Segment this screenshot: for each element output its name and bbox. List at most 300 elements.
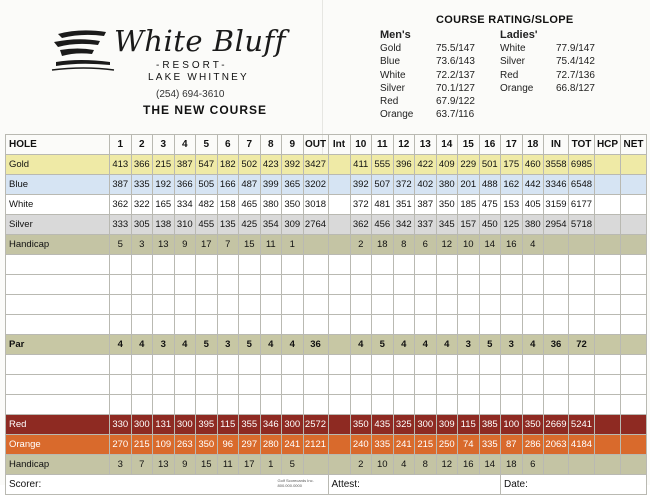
hole-header: HOLE — [6, 135, 110, 155]
yardage-cell: 2 — [350, 455, 372, 475]
rating-slope-value: 63.7/116 — [436, 109, 475, 121]
score-entry-cell[interactable] — [544, 295, 569, 315]
score-entry-cell[interactable] — [595, 275, 621, 295]
tot-total — [569, 455, 595, 475]
score-entry-cell[interactable] — [569, 355, 595, 375]
score-entry-cell[interactable] — [522, 395, 544, 415]
score-entry-cell[interactable] — [569, 255, 595, 275]
score-entry-cell[interactable] — [328, 355, 350, 375]
yardage-cell: 402 — [415, 175, 437, 195]
score-entry-cell[interactable] — [393, 395, 415, 415]
score-entry-cell[interactable] — [393, 275, 415, 295]
score-entry-cell[interactable] — [196, 275, 218, 295]
yardage-cell: 465 — [239, 195, 261, 215]
yardage-cell: 380 — [522, 215, 544, 235]
yardage-cell: 305 — [131, 215, 153, 235]
mens-rating-row — [380, 96, 475, 109]
tee-name: Silver — [500, 56, 526, 68]
score-entry-cell[interactable] — [174, 375, 196, 395]
yardage-cell: 475 — [479, 195, 501, 215]
score-entry-cell[interactable] — [372, 315, 394, 335]
score-entry-cell[interactable] — [415, 315, 437, 335]
score-entry-cell[interactable] — [522, 255, 544, 275]
score-entry-cell[interactable] — [522, 295, 544, 315]
score-entry-cell[interactable] — [110, 275, 132, 295]
score-entry-cell[interactable] — [393, 355, 415, 375]
net-cell — [621, 215, 647, 235]
score-entry-cell[interactable] — [153, 355, 175, 375]
hcp-cell — [595, 235, 621, 255]
score-entry-cell[interactable] — [282, 395, 304, 415]
yardage-cell: 350 — [196, 435, 218, 455]
net-cell — [621, 335, 647, 355]
score-entry-cell[interactable] — [239, 275, 261, 295]
score-entry-cell[interactable] — [522, 375, 544, 395]
score-entry-cell[interactable] — [282, 375, 304, 395]
out-total — [303, 235, 328, 255]
mens-rating-row — [380, 43, 475, 56]
score-entry-cell[interactable] — [350, 355, 372, 375]
score-entry-cell[interactable] — [479, 255, 501, 275]
score-entry-cell[interactable] — [153, 395, 175, 415]
score-entry-cell[interactable] — [621, 315, 647, 335]
tot-header: TOT — [569, 135, 595, 155]
player-name-cell[interactable] — [6, 315, 110, 335]
score-entry-cell[interactable] — [372, 275, 394, 295]
score-entry-cell[interactable] — [621, 395, 647, 415]
in-total: 2063 — [544, 435, 569, 455]
yardage-cell: 215 — [153, 155, 175, 175]
score-entry-cell[interactable] — [436, 315, 458, 335]
yardage-cell: 309 — [282, 215, 304, 235]
yardage-cell: 201 — [458, 175, 480, 195]
attest-field[interactable]: Attest: — [328, 475, 501, 495]
logo-title: White Bluff — [114, 24, 287, 58]
hcp-cell — [595, 175, 621, 195]
yardage-cell: 351 — [393, 195, 415, 215]
score-entry-cell[interactable] — [196, 295, 218, 315]
yardage-cell: 362 — [110, 195, 132, 215]
score-entry-cell[interactable] — [196, 375, 218, 395]
score-entry-cell[interactable] — [217, 315, 239, 335]
score-entry-cell[interactable] — [131, 355, 153, 375]
yardage-cell: 362 — [350, 215, 372, 235]
player-name-cell[interactable] — [6, 295, 110, 315]
player-score-row — [6, 255, 647, 275]
score-entry-cell[interactable] — [479, 355, 501, 375]
score-entry-cell[interactable] — [328, 295, 350, 315]
score-entry-cell[interactable] — [110, 355, 132, 375]
score-entry-cell[interactable] — [415, 275, 437, 295]
score-entry-cell[interactable] — [415, 255, 437, 275]
yardage-cell: 423 — [260, 155, 282, 175]
mens-label: Men's — [380, 29, 411, 41]
score-entry-cell[interactable] — [522, 275, 544, 295]
score-entry-cell[interactable] — [328, 315, 350, 335]
score-entry-cell[interactable] — [544, 275, 569, 295]
rating-slope-value: 77.9/147 — [556, 43, 595, 54]
player-name-cell[interactable] — [6, 395, 110, 415]
rating-slope-value: 72.2/137 — [436, 69, 475, 81]
yardage-cell: 109 — [153, 435, 175, 455]
score-entry-cell[interactable] — [501, 315, 523, 335]
yardage-cell: 165 — [153, 195, 175, 215]
hcp-cell — [595, 415, 621, 435]
yardage-cell: 1 — [260, 455, 282, 475]
score-entry-cell[interactable] — [415, 295, 437, 315]
score-entry-cell[interactable] — [436, 375, 458, 395]
gold-row — [6, 155, 647, 175]
player-name-cell[interactable] — [6, 355, 110, 375]
score-entry-cell[interactable] — [260, 295, 282, 315]
score-entry-cell[interactable] — [282, 295, 304, 315]
mens-rating-row — [380, 109, 475, 122]
yardage-cell: 153 — [501, 195, 523, 215]
net-cell — [621, 175, 647, 195]
score-entry-cell[interactable] — [239, 315, 261, 335]
score-entry-cell[interactable] — [458, 275, 480, 295]
yardage-cell: 507 — [372, 175, 394, 195]
score-entry-cell[interactable] — [458, 255, 480, 275]
score-entry-cell[interactable] — [239, 295, 261, 315]
yardage-cell: 10 — [458, 235, 480, 255]
in-total: 2954 — [544, 215, 569, 235]
row-label: Orange — [6, 435, 110, 455]
score-entry-cell[interactable] — [372, 395, 394, 415]
yardage-cell: 4 — [174, 335, 196, 355]
score-entry-cell[interactable] — [458, 395, 480, 415]
score-entry-cell[interactable] — [501, 295, 523, 315]
yardage-cell: 11 — [217, 455, 239, 475]
score-entry-cell[interactable] — [479, 295, 501, 315]
yardage-cell: 425 — [239, 215, 261, 235]
score-entry-cell[interactable] — [174, 295, 196, 315]
yardage-cell: 16 — [458, 455, 480, 475]
score-entry-cell[interactable] — [621, 375, 647, 395]
score-entry-cell[interactable] — [260, 355, 282, 375]
tee-name: Blue — [380, 56, 401, 68]
score-entry-cell[interactable] — [110, 295, 132, 315]
phone-number: (254) 694-3610 — [156, 89, 225, 100]
score-entry-cell[interactable] — [110, 395, 132, 415]
yardage-cell: 335 — [372, 435, 394, 455]
score-entry-cell[interactable] — [174, 315, 196, 335]
int-cell — [328, 335, 350, 355]
score-entry-cell[interactable] — [260, 315, 282, 335]
score-entry-cell[interactable] — [282, 255, 304, 275]
tee-name: Orange — [380, 109, 414, 121]
score-entry-cell[interactable] — [522, 315, 544, 335]
score-entry-cell[interactable] — [350, 295, 372, 315]
score-entry-cell[interactable] — [569, 295, 595, 315]
yardage-cell: 488 — [479, 175, 501, 195]
score-entry-cell[interactable] — [153, 275, 175, 295]
score-entry-cell[interactable] — [595, 355, 621, 375]
score-entry-cell[interactable] — [569, 275, 595, 295]
yardage-cell: 15 — [196, 455, 218, 475]
yardage-cell: 3 — [458, 335, 480, 355]
player-name-cell[interactable] — [6, 255, 110, 275]
score-entry-cell[interactable] — [479, 395, 501, 415]
hole-number: 1 — [110, 135, 132, 155]
yardage-cell: 4 — [282, 335, 304, 355]
yardage-cell: 131 — [153, 415, 175, 435]
score-entry-cell[interactable] — [436, 255, 458, 275]
int-cell — [328, 175, 350, 195]
score-entry-cell[interactable] — [595, 255, 621, 275]
score-entry-cell[interactable] — [328, 255, 350, 275]
yardage-cell: 422 — [415, 155, 437, 175]
score-entry-cell[interactable] — [544, 375, 569, 395]
hole-number: 15 — [458, 135, 480, 155]
score-entry-cell[interactable] — [303, 295, 328, 315]
score-entry-cell[interactable] — [595, 375, 621, 395]
score-entry-cell[interactable] — [110, 375, 132, 395]
score-entry-cell[interactable] — [196, 395, 218, 415]
score-entry-cell[interactable] — [282, 315, 304, 335]
yardage-cell: 387 — [110, 175, 132, 195]
tee-name: Silver — [380, 82, 406, 94]
score-entry-cell[interactable] — [217, 275, 239, 295]
yardage-cell: 13 — [153, 235, 175, 255]
score-entry-cell[interactable] — [131, 395, 153, 415]
yardage-cell: 9 — [174, 235, 196, 255]
score-entry-cell[interactable] — [303, 275, 328, 295]
score-entry-cell[interactable] — [350, 395, 372, 415]
yardage-cell: 5 — [372, 335, 394, 355]
yardage-cell: 13 — [153, 455, 175, 475]
score-entry-cell[interactable] — [239, 255, 261, 275]
score-entry-cell[interactable] — [544, 395, 569, 415]
score-entry-cell[interactable] — [217, 295, 239, 315]
out-total: 2121 — [303, 435, 328, 455]
yardage-cell: 115 — [217, 415, 239, 435]
yardage-cell: 3 — [110, 455, 132, 475]
score-entry-cell[interactable] — [350, 315, 372, 335]
yardage-cell: 87 — [501, 435, 523, 455]
score-entry-cell[interactable] — [544, 355, 569, 375]
ladies-rating-row — [500, 70, 595, 83]
score-entry-cell[interactable] — [436, 395, 458, 415]
score-entry-cell[interactable] — [131, 315, 153, 335]
net-cell — [621, 455, 647, 475]
score-entry-cell[interactable] — [282, 355, 304, 375]
score-entry-cell[interactable] — [544, 315, 569, 335]
score-entry-cell[interactable] — [196, 255, 218, 275]
score-entry-cell[interactable] — [393, 375, 415, 395]
score-entry-cell[interactable] — [595, 295, 621, 315]
net-header: NET — [621, 135, 647, 155]
rating-slope-value: 70.1/127 — [436, 82, 475, 94]
hcp-cell — [595, 215, 621, 235]
score-entry-cell[interactable] — [595, 395, 621, 415]
in-header: IN — [544, 135, 569, 155]
score-entry-cell[interactable] — [621, 255, 647, 275]
tot-total — [569, 235, 595, 255]
score-entry-cell[interactable] — [501, 255, 523, 275]
yardage-cell: 350 — [350, 415, 372, 435]
score-entry-cell[interactable] — [303, 375, 328, 395]
ladies-rating-row — [500, 56, 595, 69]
hole-number: 3 — [153, 135, 175, 155]
score-entry-cell[interactable] — [303, 395, 328, 415]
mens-ratings — [380, 29, 475, 123]
score-entry-cell[interactable] — [372, 375, 394, 395]
score-entry-cell[interactable] — [436, 295, 458, 315]
score-entry-cell[interactable] — [350, 275, 372, 295]
yardage-cell: 355 — [239, 415, 261, 435]
score-entry-cell[interactable] — [153, 295, 175, 315]
score-entry-cell[interactable] — [328, 375, 350, 395]
int-cell — [328, 455, 350, 475]
score-entry-cell[interactable] — [458, 375, 480, 395]
score-entry-cell[interactable] — [328, 275, 350, 295]
score-entry-cell[interactable] — [174, 255, 196, 275]
score-entry-cell[interactable] — [217, 255, 239, 275]
yardage-cell: 487 — [239, 175, 261, 195]
score-entry-cell[interactable] — [131, 295, 153, 315]
score-entry-cell[interactable] — [569, 395, 595, 415]
score-entry-cell[interactable] — [621, 355, 647, 375]
yardage-cell: 175 — [501, 155, 523, 175]
score-entry-cell[interactable] — [174, 275, 196, 295]
player-score-row — [6, 275, 647, 295]
yardage-cell: 241 — [393, 435, 415, 455]
score-entry-cell[interactable] — [239, 395, 261, 415]
hole-number: 12 — [393, 135, 415, 155]
score-entry-cell[interactable] — [393, 295, 415, 315]
yardage-cell: 4 — [522, 235, 544, 255]
score-entry-cell[interactable] — [260, 275, 282, 295]
score-entry-cell[interactable] — [303, 355, 328, 375]
score-entry-cell[interactable] — [595, 315, 621, 335]
score-entry-cell[interactable] — [621, 295, 647, 315]
score-entry-cell[interactable] — [393, 255, 415, 275]
score-entry-cell[interactable] — [131, 255, 153, 275]
score-entry-cell[interactable] — [174, 355, 196, 375]
yardage-cell: 14 — [479, 235, 501, 255]
hole-number: 5 — [196, 135, 218, 155]
score-entry-cell[interactable] — [372, 355, 394, 375]
score-entry-cell[interactable] — [260, 395, 282, 415]
score-entry-cell[interactable] — [153, 375, 175, 395]
score-entry-cell[interactable] — [393, 315, 415, 335]
score-entry-cell[interactable] — [479, 375, 501, 395]
score-entry-cell[interactable] — [544, 255, 569, 275]
hole-number: 8 — [260, 135, 282, 155]
yardage-cell: 399 — [260, 175, 282, 195]
score-entry-cell[interactable] — [131, 375, 153, 395]
player-name-cell[interactable] — [6, 375, 110, 395]
yardage-cell: 215 — [131, 435, 153, 455]
score-entry-cell[interactable] — [415, 395, 437, 415]
rating-slope-value: 72.7/136 — [556, 69, 595, 81]
score-entry-cell[interactable] — [458, 295, 480, 315]
score-entry-cell[interactable] — [260, 375, 282, 395]
yardage-cell: 4 — [350, 335, 372, 355]
score-entry-cell[interactable] — [350, 375, 372, 395]
score-entry-cell[interactable] — [153, 315, 175, 335]
yardage-cell: 450 — [479, 215, 501, 235]
score-entry-cell[interactable] — [501, 275, 523, 295]
yardage-cell: 300 — [174, 415, 196, 435]
yardage-cell: 115 — [458, 415, 480, 435]
score-entry-cell[interactable] — [372, 255, 394, 275]
score-entry-cell[interactable] — [239, 355, 261, 375]
score-entry-cell[interactable] — [415, 355, 437, 375]
row-label: Handicap — [6, 235, 110, 255]
scorer-field[interactable]: Scorer: Golf Scorecards Inc. 800.000.0000 — [6, 475, 329, 495]
score-entry-cell[interactable] — [436, 275, 458, 295]
yardage-cell: 263 — [174, 435, 196, 455]
yardage-cell: 125 — [501, 215, 523, 235]
score-entry-cell[interactable] — [328, 395, 350, 415]
score-entry-cell[interactable] — [303, 315, 328, 335]
score-entry-cell[interactable] — [479, 275, 501, 295]
yardage-cell: 322 — [131, 195, 153, 215]
score-entry-cell[interactable] — [501, 355, 523, 375]
yardage-cell: 380 — [260, 195, 282, 215]
score-entry-cell[interactable] — [458, 355, 480, 375]
score-entry-cell[interactable] — [260, 255, 282, 275]
printer-name: Golf Scorecards Inc. — [277, 478, 314, 483]
date-field[interactable]: Date: — [501, 475, 647, 495]
score-entry-cell[interactable] — [131, 275, 153, 295]
score-entry-cell[interactable] — [569, 375, 595, 395]
score-entry-cell[interactable] — [621, 275, 647, 295]
score-entry-cell[interactable] — [372, 295, 394, 315]
scorecard-table — [5, 134, 647, 495]
score-entry-cell[interactable] — [153, 255, 175, 275]
score-entry-cell[interactable] — [239, 375, 261, 395]
score-entry-cell[interactable] — [196, 315, 218, 335]
score-entry-cell[interactable] — [350, 255, 372, 275]
score-entry-cell[interactable] — [196, 355, 218, 375]
orange-row — [6, 435, 647, 455]
hole-number: 7 — [239, 135, 261, 155]
yardage-cell: 442 — [522, 175, 544, 195]
yardage-cell: 456 — [372, 215, 394, 235]
score-entry-cell[interactable] — [436, 355, 458, 375]
hole-number: 17 — [501, 135, 523, 155]
score-entry-cell[interactable] — [501, 375, 523, 395]
yardage-cell: 4 — [110, 335, 132, 355]
player-name-cell[interactable] — [6, 275, 110, 295]
score-entry-cell[interactable] — [569, 315, 595, 335]
row-label: Silver — [6, 215, 110, 235]
player-score-row — [6, 375, 647, 395]
score-entry-cell[interactable] — [522, 355, 544, 375]
score-entry-cell[interactable] — [174, 395, 196, 415]
rating-slope-value: 66.8/127 — [556, 82, 595, 94]
score-entry-cell[interactable] — [479, 315, 501, 335]
score-entry-cell[interactable] — [415, 375, 437, 395]
logo-resort: -RESORT- — [156, 60, 228, 71]
score-entry-cell[interactable] — [501, 395, 523, 415]
score-entry-cell[interactable] — [303, 255, 328, 275]
score-entry-cell[interactable] — [458, 315, 480, 335]
score-entry-cell[interactable] — [282, 275, 304, 295]
score-entry-cell[interactable] — [217, 375, 239, 395]
in-total — [544, 455, 569, 475]
score-entry-cell[interactable] — [110, 315, 132, 335]
hole-number: 14 — [436, 135, 458, 155]
score-entry-cell[interactable] — [110, 255, 132, 275]
tot-total: 4184 — [569, 435, 595, 455]
score-entry-cell[interactable] — [217, 395, 239, 415]
tot-total: 6177 — [569, 195, 595, 215]
score-entry-cell[interactable] — [217, 355, 239, 375]
